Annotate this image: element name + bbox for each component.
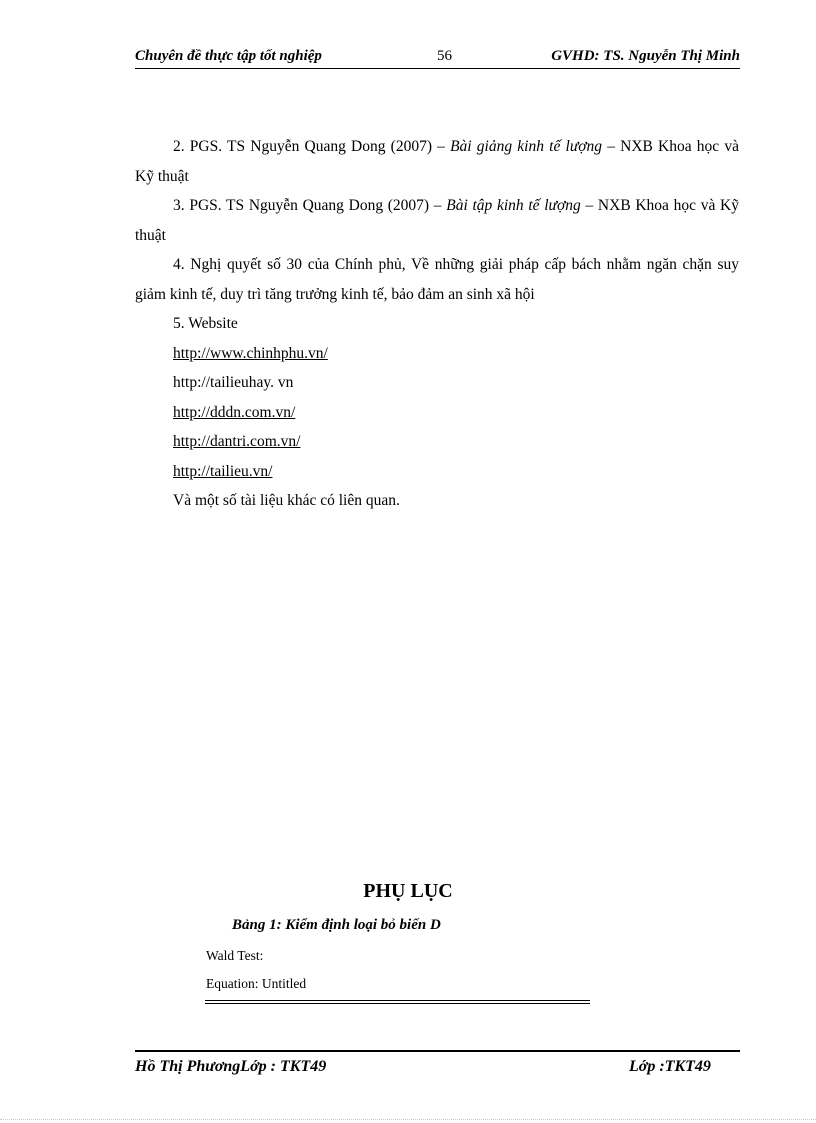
reference-item-2 (135, 132, 739, 191)
link-dantri[interactable]: http://dantri.com.vn/ (173, 433, 301, 450)
reference-3-authors: 3. PGS. TS Nguyễn Quang Dong (2007) – (173, 197, 447, 214)
reference-item-4: 4. Nghị quyết số 30 của Chính phủ, Về những giải pháp cấp bách nhằm ngăn chặn suy giảm kinh tế, duy trì tăng trưởng kinh tế, bảo đảm an sinh xã hội (135, 256, 739, 303)
website-link-4[interactable] (135, 427, 739, 457)
header-supervisor: GVHD: TS. Nguyễn Thị Minh (551, 48, 740, 64)
header-page-number: 56 (437, 48, 452, 64)
reference-2-authors: 2. PGS. TS Nguyễn Quang Dong (2007) – (173, 138, 451, 155)
equation-label: Equation: Untitled (206, 976, 307, 991)
table-top-rule (205, 1000, 590, 1001)
reference-3-publisher: – NXB Khoa học và Kỹ thuật (135, 197, 739, 244)
page-bottom-divider (0, 1119, 816, 1120)
footer-class: Lớp :TKT49 (629, 1058, 711, 1075)
table-top-rule-double (205, 1003, 590, 1004)
link-tailieu[interactable]: http://tailieu.vn/ (173, 462, 273, 480)
page-footer (135, 1050, 740, 1075)
wald-test-label: Wald Test: (206, 948, 264, 963)
website-link-1[interactable] (135, 339, 739, 369)
appendix-title: PHỤ LỤC (363, 880, 453, 902)
header-document-title: Chuyên đề thực tập tốt nghiệp (135, 48, 322, 64)
reference-3-title: Bài tập kinh tế lượng (446, 197, 581, 214)
page-header (135, 48, 740, 69)
website-link-5[interactable] (135, 457, 739, 487)
reference-item-3 (135, 191, 739, 250)
link-chinhphu[interactable]: http://www.chinhphu.vn/ (173, 344, 328, 362)
link-tailieuhay: http://tailieuhay. vn (173, 374, 294, 391)
references-closing: Và một số tài liệu khác có liên quan. (173, 492, 400, 509)
footer-author: Hồ Thị PhươngLớp : TKT49 (135, 1058, 327, 1075)
reference-item-5: 5. Website (173, 315, 238, 332)
link-dddn[interactable]: http://dddn.com.vn/ (173, 403, 296, 421)
website-link-2 (135, 368, 739, 398)
website-link-3[interactable] (135, 398, 739, 428)
reference-2-title: Bài giảng kinh tế lượng (450, 138, 603, 155)
table-caption: Bảng 1: Kiểm định loại bỏ biến D (232, 917, 441, 933)
reference-2-publisher: – NXB Khoa học và Kỹ thuật (135, 138, 739, 185)
references-section (135, 132, 739, 516)
